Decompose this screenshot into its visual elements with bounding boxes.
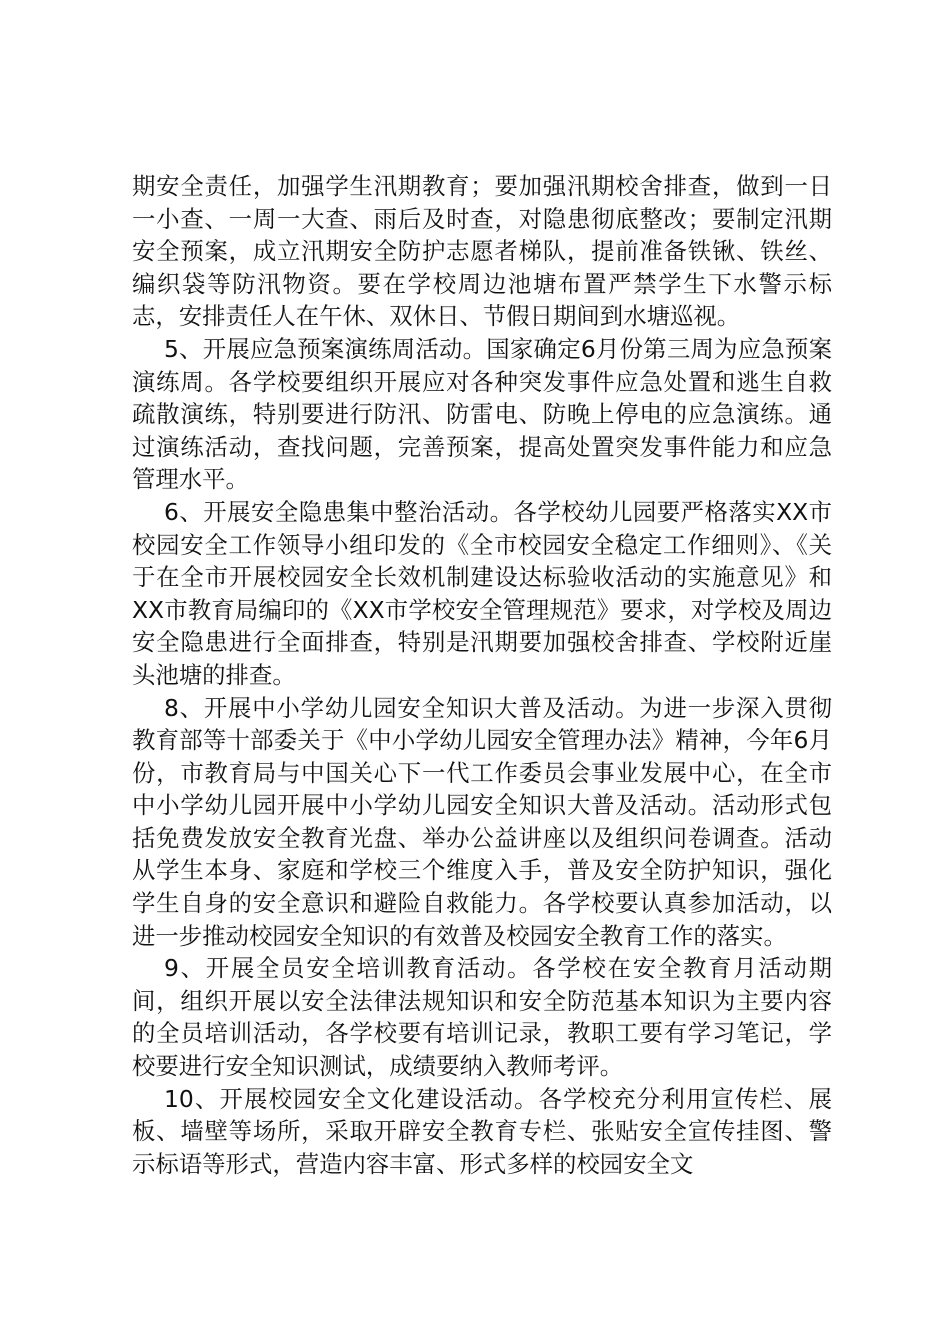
paragraph-item-5-emergency-drill: 5、开展应急预案演练周活动。国家确定6月份第三周为应急预案演练周。各学校要组织开展应对各种突发事件应急处置和逃生自救疏散演练，特别要进行防汛、防雷电、防晚上停电的应急演练。通过演练活动，查找问题，完善预案，提高处置突发事件能力和应急管理水平。 bbox=[132, 334, 832, 494]
paragraph-flood-safety-continued: 期安全责任，加强学生汛期教育；要加强汛期校舍排查，做到一日一小查、一周一大查、雨后及时查，对隐患彻底整改；要制定汛期安全预案，成立汛期安全防护志愿者梯队，提前准备铁锹、铁丝、编织袋等防汛物资。要在学校周边池塘布置严禁学生下水警示标志，安排责任人在午休、双休日、节假日期间到水塘巡视。 bbox=[132, 172, 832, 331]
paragraph-item-10-safety-culture: 10、开展校园安全文化建设活动。各学校充分利用宣传栏、展板、墙壁等场所，采取开辟安全教育专栏、张贴安全宣传挂图、警示标语等形式，营造内容丰富、形式多样的校园安全文 bbox=[132, 1084, 832, 1178]
paragraph-item-6-hazard-rectification: 6、开展安全隐患集中整治活动。各学校幼儿园要严格落实XX市校园安全工作领导小组印发的《全市校园安全稳定工作细则》、《关于在全市开展校园安全长效机制建设达标验收活动的实施意见》和XX市教育局编印的《XX市学校安全管理规范》要求，对学校及周边安全隐患进行全面排查，特别是汛期要加强校舍排查、学校附近崖头池塘的排查。 bbox=[132, 497, 832, 689]
document-body bbox=[132, 170, 832, 1180]
paragraph-item-8-safety-knowledge: 8、开展中小学幼儿园安全知识大普及活动。为进一步深入贯彻教育部等十部委关于《中小学幼儿园安全管理办法》精神，今年6月份，市教育局与中国关心下一代工作委员会事业发展中心，在全市中小学幼儿园开展中小学幼儿园安全知识大普及活动。活动形式包括免费发放安全教育光盘、举办公益讲座以及组织问卷调查。活动从学生本身、家庭和学校三个维度入手，普及安全防护知识，强化学生自身的安全意识和避险自救能力。各学校要认真参加活动，以进一步推动校园安全知识的有效普及校园安全教育工作的落实。 bbox=[132, 693, 832, 950]
paragraph-item-9-staff-training: 9、开展全员安全培训教育活动。各学校在安全教育月活动期间，组织开展以安全法律法规知识和安全防范基本知识为主要内容的全员培训活动，各学校要有培训记录，教职工要有学习笔记，学校要进行安全知识测试，成绩要纳入教师考评。 bbox=[132, 954, 832, 1081]
